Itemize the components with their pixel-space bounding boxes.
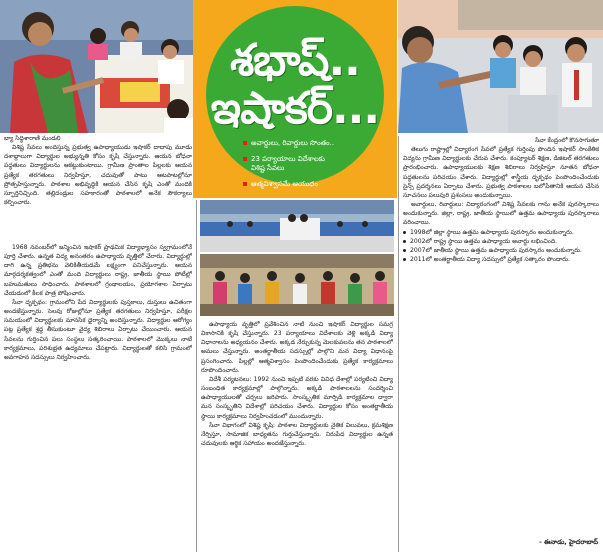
photo-teacher-with-children (0, 0, 193, 133)
bullet-item: విశిష్ట సేవలు (251, 164, 285, 172)
award-item: 2007లో జాతీయ స్థాయి ఉత్తమ ఉపాధ్యాయ పురస్కారం అందుకున్నారు. (403, 246, 599, 255)
award-item: 2002లో రాష్ట్ర స్థాయి ఉత్తమ ఉపాధ్యాయ అవార్డు లభించింది. (403, 237, 599, 246)
column-divider (398, 136, 399, 552)
paragraph: సేవా విభాగంలో విశిష్ట కృషి: పాఠశాల విద్యార్థులకు నైతిక విలువలు, క్రమశిక్షణ నేర్పిస్తూ, సామాజిక బాధ్యతను గుర్తుచేస్తున్నారు. నిరుపేద విద్యార్థుల ఉన్నత చదువులకు ఆర్థిక సహాయం అందజేస్తున్నారు. (201, 421, 393, 448)
bullet-item: 23 పర్యాయాలు విదేశాలకు (243, 155, 325, 164)
byline: - ఈనాడు, హైదరాబాద్ (539, 538, 598, 546)
column-subheading: బ్యా సిద్ధిశారాణి మండలి (4, 135, 61, 142)
photo-teacher-with-students (398, 0, 603, 133)
bullet-item: ఆత్మవిశ్వాసమే ఆయుధం (243, 180, 318, 189)
bullet-item: అవార్డులు, రివార్డులు సొంతం.. (243, 139, 334, 148)
left-column-bottom (4, 243, 192, 549)
column-subheading: సేవా కేంద్రంలో కొనసాగుతూ (534, 137, 599, 144)
paragraph: తెలుగు రాష్ట్రాల్లో విద్యారంగ సేవలో ప్రత్యేక గుర్తింపు పొందిన ఇషాకర్ సాంకేతిక విద్యను గ్రామీణ విద్యార్థులకు చేరువ చేశారు. కంప్యూటర్ శిక్షణ, డిజిటల్ తరగతులు ప్రారంభించారు. ఉపాధ్యాయులకు శిక్షణ శిబిరాలు నిర్వహిస్తూ నూతన బోధనా పద్ధతులను పరిచయం చేశారు. విద్యార్థుల్లో శాస్త్రీయ దృక్పథం పెంపొందించేందుకు సైన్స్ ప్రదర్శనలు ఏర్పాటు చేశారు. ప్రభుత్వ పాఠశాలల బలోపేతానికి ఆయన చేసిన సూచనలు పలువురి ప్రశంసలు అందుకున్నాయి. (403, 146, 599, 199)
award-item: 2011లో అంతర్జాతీయ విద్యా సదస్సులో ప్రత్యేక సత్కారం పొందారు. (403, 255, 599, 264)
paragraph: 1968 నవంబర్‌లో జన్మించిన ఇషాకర్ ప్రాథమిక విద్యాభ్యాసం స్వగ్రామంలోనే పూర్తి చేశారు. ఉన్నత విద్య అనంతరం ఉపాధ్యాయ వృత్తిలో చేరారు. విద్యార్థుల్లో దాగి ఉన్న ప్రతిభను వెలికితీయడమే లక్ష్యంగా పనిచేస్తున్నారు. ఆయన మార్గదర్శకత్వంలో ఎంతో మంది విద్యార్థులు రాష్ట్ర, జాతీయ స్థాయి పోటీల్లో బహుమతులు సాధించారు. పాఠశాలలో గ్రంథాలయం, ప్రయోగశాల ఏర్పాటు చేయడంలో కీలక పాత్ర పోషించారు. (4, 244, 192, 297)
paragraph: అవార్డులు, రివార్డులు: విద్యారంగంలో విశిష్ట సేవలకు గాను అనేక పురస్కారాలు అందుకున్నారు. జిల్లా, రాష్ట్ర, జాతీయ స్థాయిలో ఉత్తమ ఉపాధ్యాయ పురస్కారాలు వరించాయి. (403, 201, 599, 227)
right-column (403, 136, 599, 536)
photo-group-students-2 (200, 254, 394, 316)
left-column-top (4, 134, 192, 240)
paragraph: ఉపాధ్యాయ వృత్తిలో ప్రవేశించిన నాటి నుంచి ఇషాకర్ విద్యార్థుల సమగ్ర వికాసానికి కృషి చేస్తున్నారు. 23 పర్యాయాలు విదేశాలకు వెళ్లి అక్కడి విద్యా విధానాలను అధ్యయనం చేశారు. అక్కడ నేర్చుకున్న మెలకువలను తన పాఠశాలలో అమలు చేస్తున్నారు. అంతర్జాతీయ సదస్సుల్లో పాల్గొని మన విద్యా విధానంపై ప్రసంగించారు. పిల్లల్లో ఆత్మవిశ్వాసం పెంపొందించేందుకు ప్రత్యేక కార్యక్రమాలు రూపొందించారు. (201, 321, 393, 374)
column-divider (196, 200, 197, 552)
paragraph: సేవా దృక్పథం: గ్రామంలోని పేద విద్యార్థులకు పుస్తకాలు, దుస్తులు ఉచితంగా అందజేస్తున్నారు. సెలవు రోజుల్లోనూ ప్రత్యేక తరగతులు నిర్వహిస్తూ, పరీక్షల సమయంలో విద్యార్థులకు మానసిక ధైర్యాన్ని అందిస్తున్నారు. విద్యార్థుల ఆరోగ్యం పట్ల ప్రత్యేక శ్రద్ధ తీసుకుంటూ వైద్య శిబిరాలు ఏర్పాటు చేయించారు. ఆయన సేవలను గుర్తించిన పలు సంస్థలు సత్కరించాయి. పాఠశాలలో మొక్కలు నాటే కార్యక్రమాలు, పరిశుభ్రత ఉద్యమాలు చేపట్టారు. విద్యార్థులతో కలిసి గ్రామంలో అవగాహన సదస్సులు నిర్వహించారు. (4, 298, 192, 361)
headline-line-1: శభాష్.. (230, 35, 360, 86)
award-item: 1998లో జిల్లా స్థాయి ఉత్తమ ఉపాధ్యాయ పురస్కారం అందుకున్నారు. (403, 228, 599, 237)
awards-list (403, 228, 599, 265)
middle-column (201, 320, 393, 549)
headline-line-2: ఇషాకర్... (210, 83, 380, 134)
paragraph: విశిష్ట సేవలు అందిస్తున్న ప్రభుత్వ ఉపాధ్యాయుడు ఇషాకర్ దాదాపు మూడు దశాబ్దాలుగా విద్యార్థుల అభ్యున్నతి కోసం కృషి చేస్తున్నారు. ఆయన బోధనా పద్ధతులు విద్యార్థులను ఆకట్టుకుంటాయి. గ్రామీణ ప్రాంతాల పిల్లలకు ఆయన ప్రత్యేక తరగతులు నిర్వహిస్తూ, చదువుతో పాటు ఆటపాటల్లోనూ ప్రోత్సహిస్తున్నారు. పాఠశాల అభివృద్ధికి ఆయన చేసిన కృషి ఎంతో మందికి స్ఫూర్తినిచ్చింది. తల్లిదండ్రుల సహకారంతో పాఠశాలలో అనేక సౌకర్యాలు కల్పించారు. (4, 144, 192, 207)
photo-group-students-1 (200, 200, 394, 252)
headline-box (193, 0, 397, 198)
paragraph: విదేశీ పర్యటనలు: 1992 నుంచి ఇప్పటి వరకు వివిధ దేశాల్లో పర్యటించి విద్యా సంబంధిత కార్యక్రమాల్లో పాల్గొన్నారు. అక్కడి పాఠశాలలను సందర్శించి ఉపాధ్యాయులతో చర్చలు జరిపారు. సాంస్కృతిక మార్పిడి కార్యక్రమాల ద్వారా మన సంస్కృతిని విదేశాల్లో పరిచయం చేశారు. విద్యార్థుల కోసం అంతర్జాతీయ స్థాయి కార్యక్రమాలు నిర్వహించడంలో ముందున్నారు. (201, 375, 393, 420)
